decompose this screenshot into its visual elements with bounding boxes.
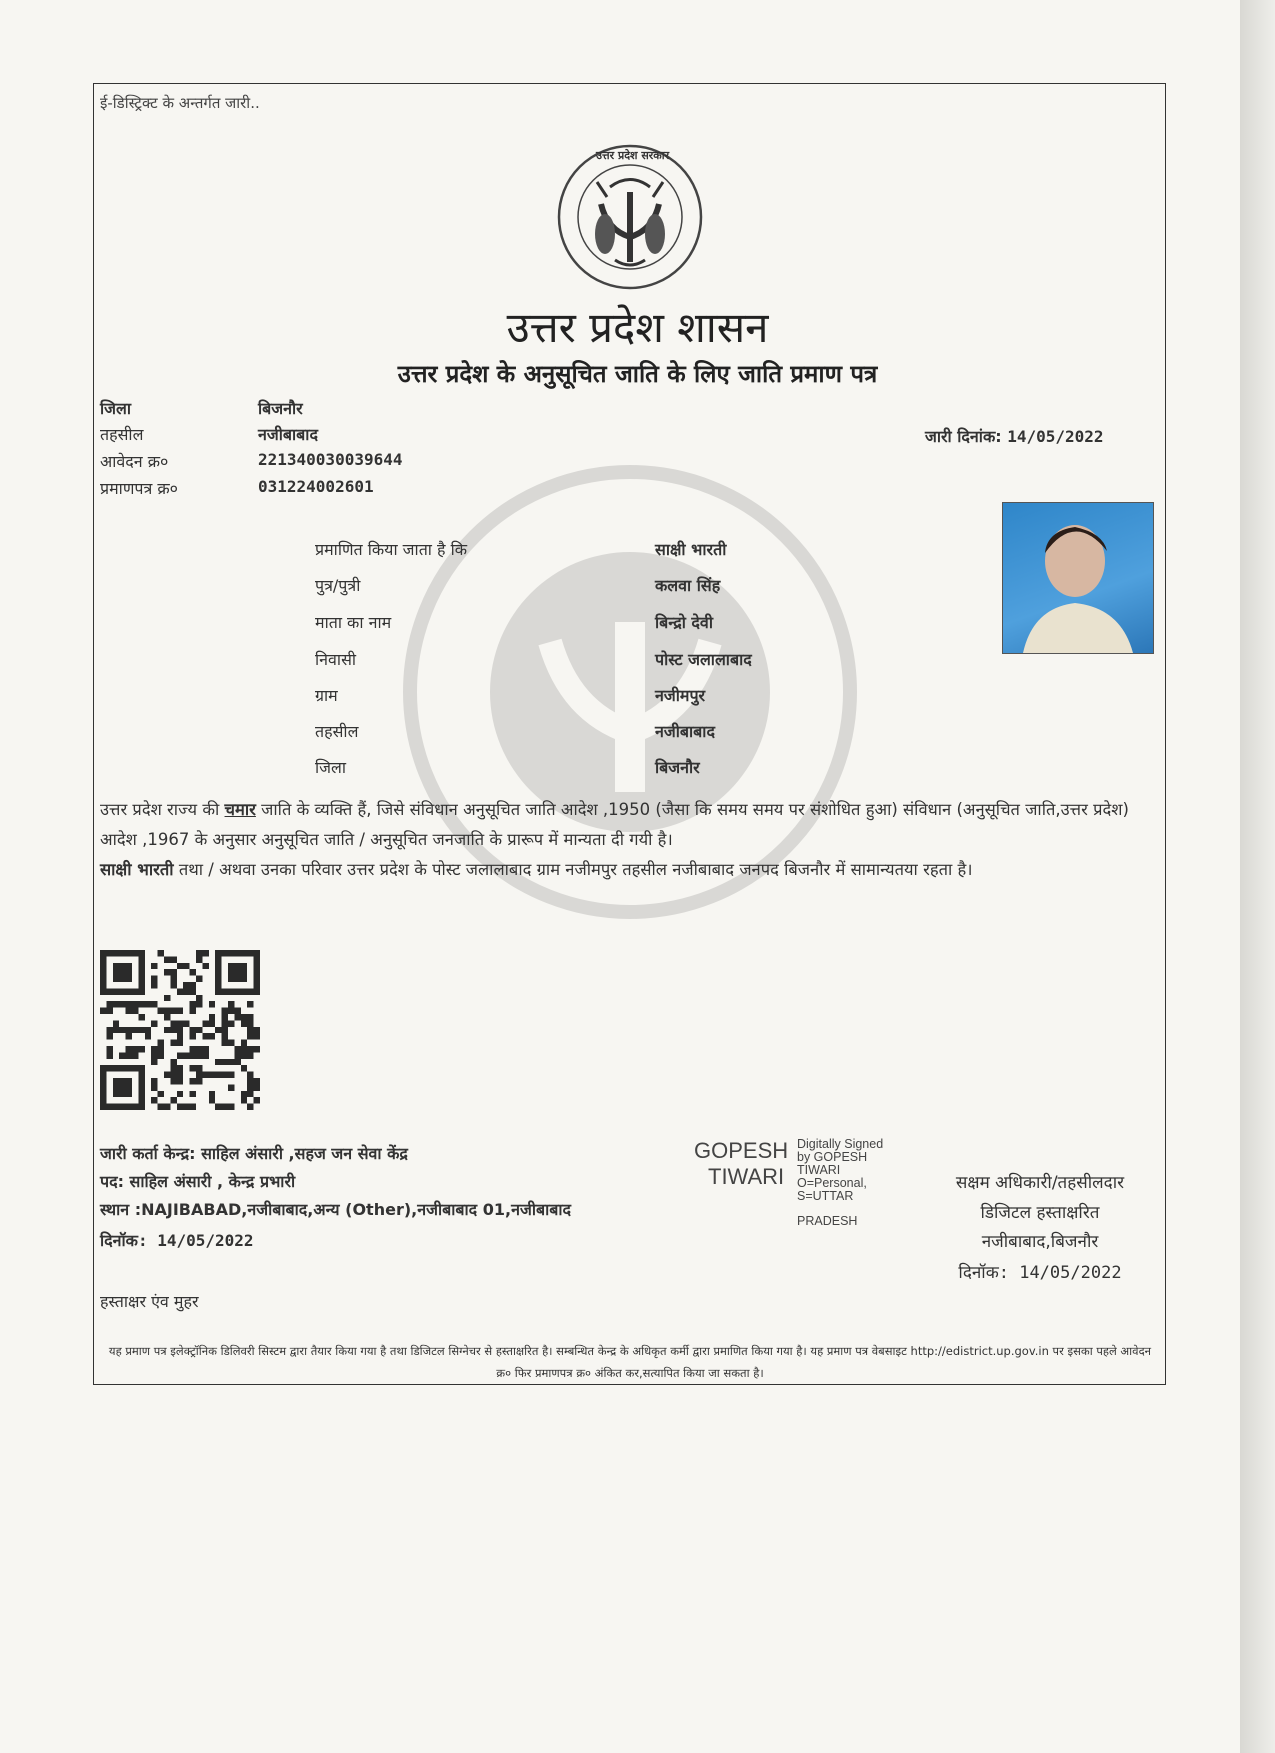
certificate-subtitle: उत्तर प्रदेश के अनुसूचित जाति के लिए जाति प्रमाण पत्र [397,360,878,388]
emblem-text: उत्तर प्रदेश सरकार [596,149,670,162]
sheet-edge [1240,0,1275,1753]
detail-value: नजीबाबाद [655,722,715,741]
detail-value: बिजनौर [655,758,700,777]
district-label: जिला [100,399,132,418]
issue-place: स्थान :NAJIBABAD,नजीबाबाद,अन्य (Other),नजीबाबाद 01,नजीबाबाद [100,1200,572,1219]
certificate-label: प्रमाणपत्र क्र० [100,479,178,498]
detail-value: कलवा सिंह [655,576,721,595]
issuer-post: पद: साहिल अंसारी , केन्द्र प्रभारी [100,1172,296,1191]
residence-text: तथा / अथवा उनका परिवार उत्तर प्रदेश के पोस्ट जलालाबाद ग्राम नजीमपुर तहसील नजीबाबाद जनपद बिजनौर में सामान्यतया रहता है। [173,860,973,879]
issuer-date: दिनॉक: 14/05/2022 [100,1231,254,1250]
district-value: बिजनौर [258,399,303,418]
holder-name: साक्षी भारती [100,860,174,879]
detail-label: निवासी [315,650,357,669]
page-title: उत्तर प्रदेश शासन [506,303,769,352]
detail-label: जिला [315,758,347,777]
signer-name-line1: GOPESH [694,1138,789,1163]
applicant-photo [1002,502,1154,654]
detail-label: ग्राम [315,686,338,705]
tehsil-label: तहसील [100,425,144,444]
detail-label: पुत्र/पुत्री [315,576,361,595]
authority-signed: डिजिटल हस्ताक्षरित [980,1203,1100,1223]
signer-name-line2: TIWARI [708,1164,785,1189]
issue-date-value: 14/05/2022 [1007,427,1104,446]
detail-value: बिन्द्रो देवी [655,613,713,632]
detail-label: माता का नाम [315,613,392,632]
certificate-number: 031224002601 [258,477,374,496]
certificate-statement [100,795,1160,885]
authority-place: नजीबाबाद,बिजनौर [981,1232,1099,1252]
issuing-centre: जारी कर्ता केन्द्र: साहिल अंसारी ,सहज जन सेवा केंद्र [100,1144,408,1163]
signature-line: PRADESH [797,1214,858,1228]
signature-seal-label: हस्ताक्षर एंव मुहर [100,1292,199,1311]
signature-line: S=UTTAR [797,1189,854,1203]
signature-line: Digitally Signed [797,1137,884,1151]
detail-value: साक्षी भारती [655,540,727,559]
application-label: आवेदन क्र० [100,452,169,471]
caste-name: चमार [224,800,256,819]
detail-value: पोस्ट जलालाबाद [655,650,752,669]
signature-line: O=Personal, [797,1176,867,1190]
authority-date: दिनॉक: 14/05/2022 [958,1263,1122,1283]
issue-date-label: जारी दिनांक: [925,427,1002,446]
up-government-emblem-icon [555,142,705,292]
statement-text: जाति के व्यक्ति हैं, जिसे संविधान अनुसूचित जाति आदेश ,1950 (जैसा कि समय समय पर संशोधित हुआ) संविधान (अनुसूचित जाति,उत्तर प्रदेश) आदेश ,1967 के अनुसार अनुसूचित जाति / अनुसूचित जनजाति के प्रारूप में मान्यता दी गयी है। [100,800,1129,849]
qr-code-icon [100,950,260,1110]
signature-line: TIWARI [797,1163,841,1177]
footer-note: यह प्रमाण पत्र इलेक्ट्रॉनिक डिलिवरी सिस्टम द्वारा तैयार किया गया है तथा डिजिटल सिग्नेचर से हस्ताक्षरित है। सम्बन्धित केन्द्र के अधिकृत कर्मी द्वारा प्रमाणित किया गया है। यह प्रमाण पत्र वेबसाइट http://edistrict.up.gov.in पर इसका पहले आवेदन क्र० फिर प्रमाणपत्र क्र० अंकित कर,सत्यापित किया जा सकता है। [108,1344,1152,1380]
detail-value: नजीमपुर [655,686,706,705]
detail-label: तहसील [315,722,359,741]
header-note: ई-डिस्ट्रिक्ट के अन्तर्गत जारी.. [100,94,260,112]
application-number: 221340030039644 [258,450,403,469]
detail-label: प्रमाणित किया जाता है कि [315,540,468,559]
digital-signature-details [797,1138,883,1228]
statement-text: उत्तर प्रदेश राज्य की [100,800,225,819]
issue-date [925,425,1104,447]
authority-designation: सक्षम अधिकारी/तहसीलदार [955,1173,1125,1193]
tehsil-value: नजीबाबाद [258,425,318,444]
person-photo-icon [1003,503,1153,653]
signature-line: by GOPESH [797,1150,868,1164]
